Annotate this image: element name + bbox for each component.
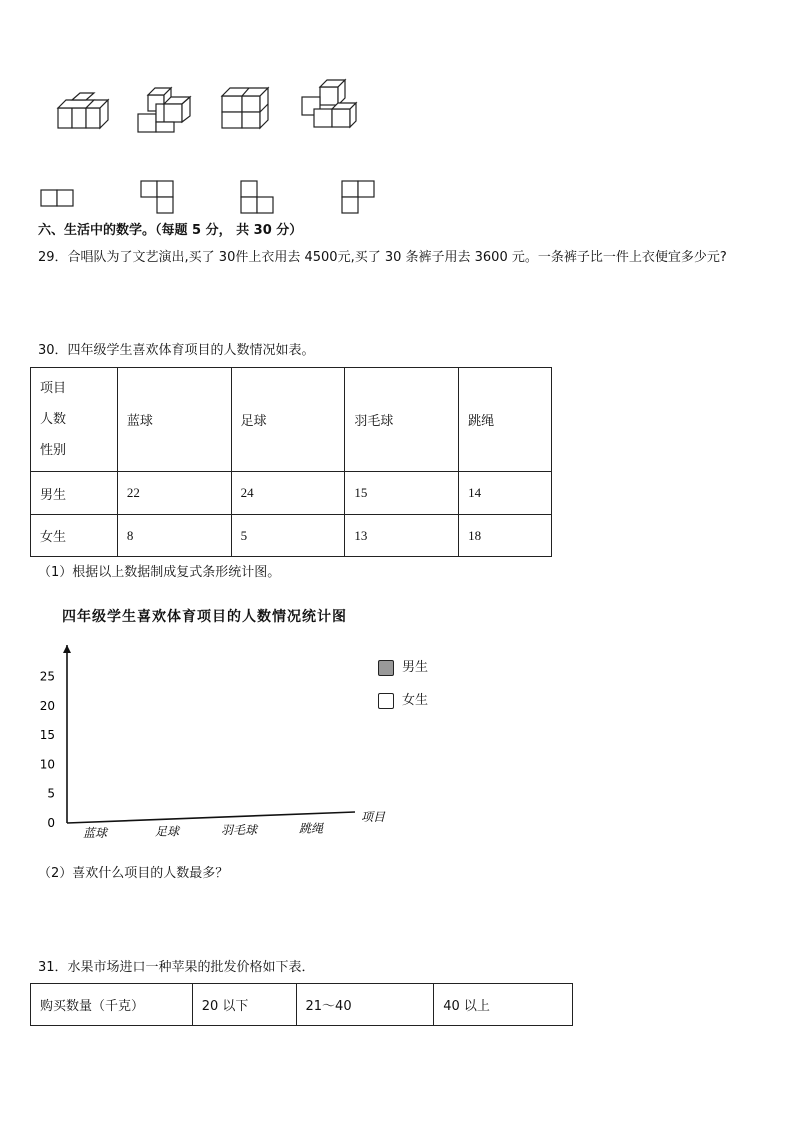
section-six-title: 六、生活中的数学。（每题 5 分， 共 30 分） [38, 223, 303, 238]
view-shape-4 [342, 181, 374, 213]
table-cell: 18 [459, 515, 552, 557]
row-label: 女生 [31, 515, 118, 557]
legend-label-girls: 女生 [402, 693, 429, 708]
corner-label-gender: 性别 [40, 443, 67, 458]
corner-label-count: 人数 [40, 412, 67, 427]
row-label: 男生 [31, 472, 118, 515]
table-cell: 14 [459, 472, 552, 515]
corner-label-item: 项目 [40, 381, 67, 396]
table-row [31, 515, 552, 557]
x-category-label: 蓝球 [82, 826, 108, 840]
q31-text: 31．水果市场进口一种苹果的批发价格如下表． [38, 960, 315, 975]
q30-text: 30．四年级学生喜欢体育项目的人数情况如表。 [38, 343, 315, 358]
legend-swatch-girls [378, 693, 394, 709]
cube-figure-b [138, 88, 190, 132]
q31-table [30, 983, 573, 1026]
table-row [31, 984, 573, 1026]
y-tick-label: 10 [39, 757, 55, 772]
y-tick-label: 0 [47, 816, 55, 830]
y-tick-label: 15 [39, 728, 55, 743]
x-category-label: 羽毛球 [220, 823, 258, 837]
chart-title: 四年级学生喜欢体育项目的人数情况统计图 [62, 609, 347, 625]
q30-table-header-row [31, 368, 552, 472]
table-cell: 5 [231, 515, 345, 557]
table-cell: 40 以上 [434, 984, 573, 1026]
x-axis-label: 项目 [361, 810, 386, 824]
table-cell: 15 [345, 472, 459, 515]
q30-part2: （2）喜欢什么项目的人数最多？ [38, 866, 229, 881]
q30-part1: （1）根据以上数据制成复式条形统计图。 [38, 565, 281, 580]
y-tick-label: 5 [47, 786, 55, 801]
cube-figure-a [58, 93, 108, 128]
table-cell-quantity-label: 购买数量（千克） [31, 984, 193, 1026]
y-axis-arrow [63, 645, 71, 653]
q29-text: 29．合唱队为了文艺演出,买了 30件上衣用去 4500元,买了 30 条裤子用去 3600 元。一条裤子比一件上衣便宜多少元? [38, 250, 727, 265]
table-cell: 8 [117, 515, 231, 557]
q30-table [30, 367, 552, 557]
legend-swatch-boys [378, 660, 394, 676]
table-cell: 20 以下 [192, 984, 296, 1026]
column-header: 足球 [231, 368, 345, 472]
column-header: 蓝球 [117, 368, 231, 472]
legend-label-boys: 男生 [402, 660, 429, 675]
x-category-label: 跳绳 [298, 821, 324, 836]
cube-figure-d [302, 80, 356, 127]
table-cell: 24 [231, 472, 345, 515]
column-header: 跳绳 [459, 368, 552, 472]
x-category-label: 足球 [154, 824, 180, 839]
view-shape-3 [241, 181, 273, 213]
table-cell: 21～40 [296, 984, 434, 1026]
view-shape-2 [141, 181, 173, 213]
column-header: 羽毛球 [345, 368, 459, 472]
table-cell: 13 [345, 515, 459, 557]
q30-table-corner-cell [31, 368, 118, 472]
table-cell: 22 [117, 472, 231, 515]
cube-figures [0, 0, 794, 220]
y-tick-label: 25 [39, 669, 55, 684]
cube-figure-c [222, 88, 268, 128]
table-row [31, 472, 552, 515]
y-tick-label: 20 [39, 698, 55, 713]
view-shape-1 [41, 190, 73, 206]
